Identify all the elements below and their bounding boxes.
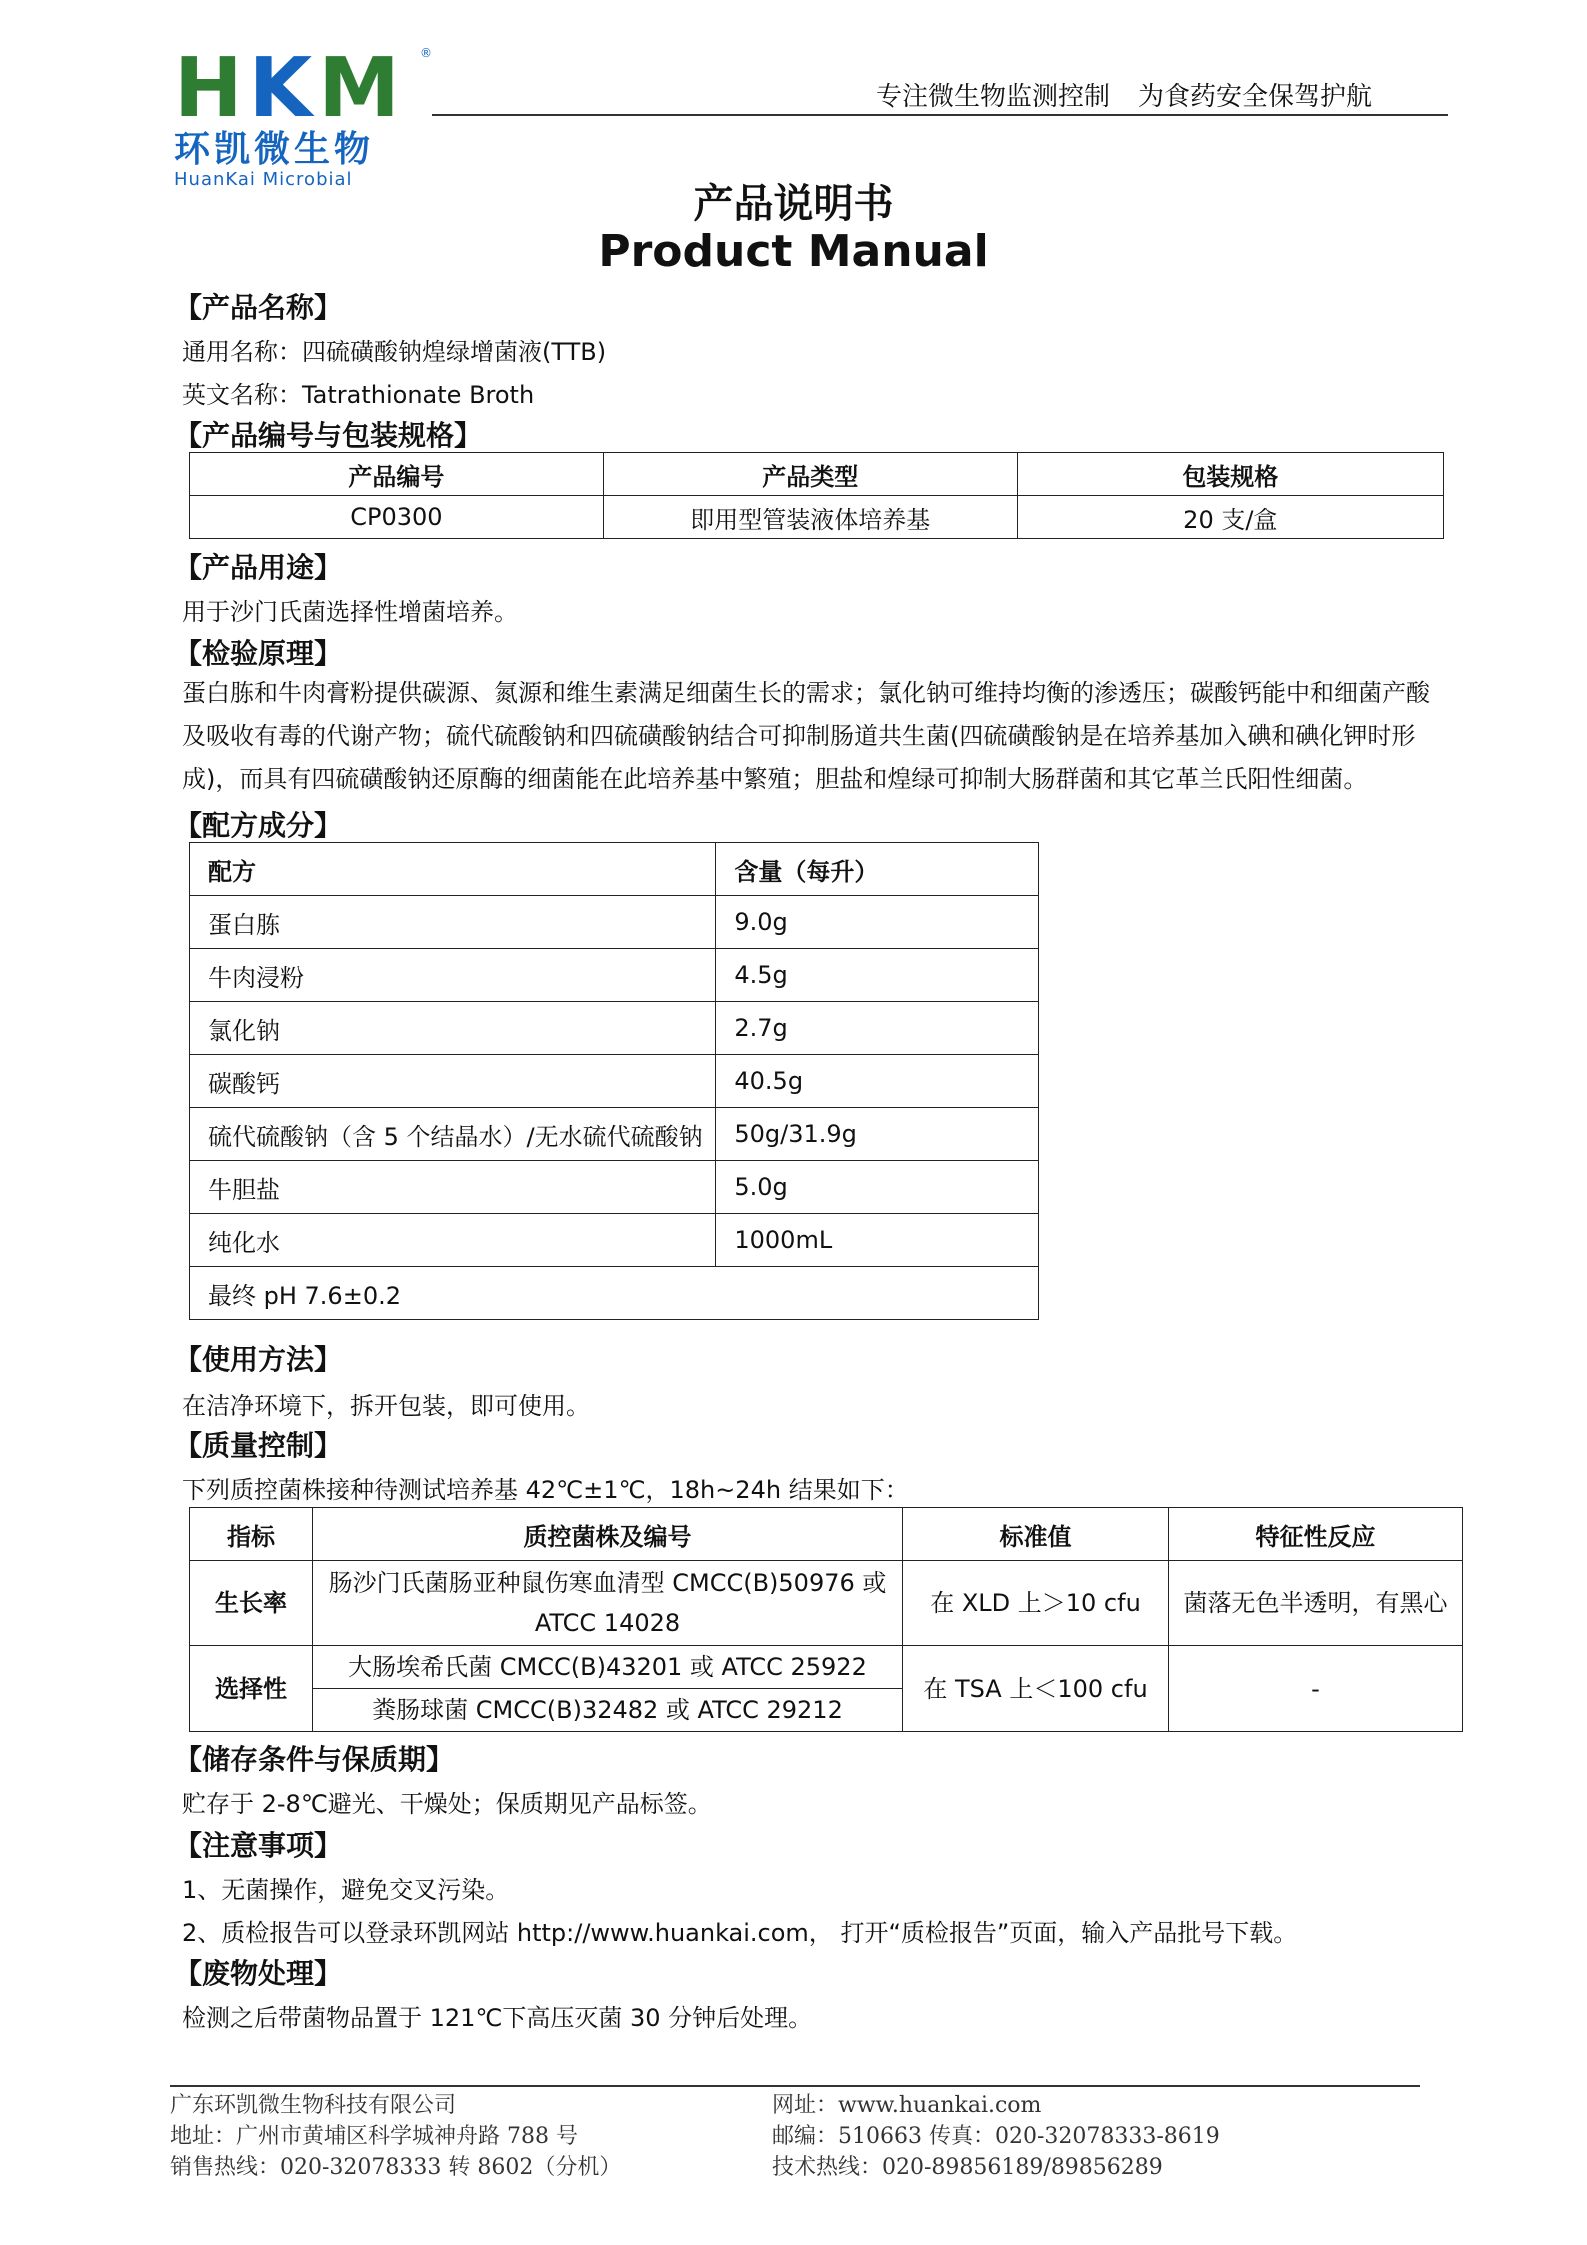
column-header: 含量（每升） xyxy=(716,843,1039,896)
column-header: 配方 xyxy=(190,843,716,896)
table-header-row xyxy=(190,1508,1463,1561)
table-row xyxy=(190,1646,1463,1689)
amount: 2.7g xyxy=(716,1002,1039,1055)
growth-strain-line-1: 肠沙门氏菌肠亚种鼠伤寒血清型 CMCC(B)50976 或 xyxy=(328,1569,887,1597)
storage-text: 贮存于 2-8℃避光、干燥处；保质期见产品标签。 xyxy=(182,1790,712,1818)
column-header: 质控菌株及编号 xyxy=(313,1508,903,1561)
footer-right xyxy=(772,2090,1220,2183)
table-row xyxy=(190,896,1039,949)
section-title-waste: 【废物处理】 xyxy=(174,1957,343,1990)
document-title-en: Product Manual xyxy=(598,226,989,277)
column-header: 包装规格 xyxy=(1017,453,1443,496)
selectivity-reaction: - xyxy=(1169,1646,1463,1732)
logo-chinese-name: 环凯微生物 xyxy=(174,129,375,170)
slogan-part-2: 为食药安全保驾护航 xyxy=(1138,82,1373,112)
amount: 9.0g xyxy=(716,896,1039,949)
principle-line: 及吸收有毒的代谢产物；硫代硫酸钠和四硫磺酸钠结合可抑制肠道共生菌(四硫磺酸钠是在培养基加入碘和碘化钾时形 xyxy=(182,722,1416,750)
method-text: 在洁净环境下，拆开包装，即可使用。 xyxy=(182,1392,590,1420)
ingredient: 牛胆盐 xyxy=(190,1161,716,1214)
section-title-principle: 【检验原理】 xyxy=(174,637,343,670)
column-header: 产品类型 xyxy=(603,453,1017,496)
principle-paragraph xyxy=(182,672,1452,801)
section-title-spec: 【产品编号与包装规格】 xyxy=(174,419,483,452)
table-row xyxy=(190,1161,1039,1214)
table-row xyxy=(190,1267,1039,1320)
section-title-qc: 【质量控制】 xyxy=(174,1429,343,1462)
table-row xyxy=(190,1002,1039,1055)
ingredient: 牛肉浸粉 xyxy=(190,949,716,1002)
spec-table xyxy=(189,452,1444,539)
product-type: 即用型管装液体培养基 xyxy=(603,496,1017,539)
column-header: 产品编号 xyxy=(190,453,604,496)
ingredient: 碳酸钙 xyxy=(190,1055,716,1108)
package-spec: 20 支/盒 xyxy=(1017,496,1443,539)
growth-standard: 在 XLD 上＞10 cfu xyxy=(903,1561,1169,1646)
footer-postcode-fax: 邮编：510663 传真：020-32078333-8619 xyxy=(772,2124,1220,2149)
amount: 5.0g xyxy=(716,1161,1039,1214)
table-row xyxy=(190,1561,1463,1646)
company-logo xyxy=(174,41,434,190)
amount: 4.5g xyxy=(716,949,1039,1002)
growth-strain xyxy=(313,1561,903,1646)
table-row xyxy=(190,496,1444,539)
principle-line: 蛋白胨和牛肉膏粉提供碳源、氮源和维生素满足细菌生长的需求；氯化钠可维持均衡的渗透压；碳酸钙能中和细菌产酸 xyxy=(182,679,1430,707)
english-name: 英文名称：Tatrathionate Broth xyxy=(182,381,535,409)
ingredient: 硫代硫酸钠（含 5 个结晶水）/无水硫代硫酸钠 xyxy=(190,1108,716,1161)
note-item: 1、无菌操作，避免交叉污染。 xyxy=(182,1876,510,1904)
logo-english-name: HuanKai Microbial xyxy=(174,169,353,190)
footer-left xyxy=(170,2090,621,2183)
final-ph: 最终 pH 7.6±0.2 xyxy=(190,1267,1039,1320)
section-title-storage: 【储存条件与保质期】 xyxy=(174,1743,455,1776)
qc-intro: 下列质控菌株接种待测试培养基 42℃±1℃，18h~24h 结果如下： xyxy=(182,1476,909,1504)
amount: 40.5g xyxy=(716,1055,1039,1108)
table-row xyxy=(190,1055,1039,1108)
principle-line: 成)，而具有四硫磺酸钠还原酶的细菌能在此培养基中繁殖；胆盐和煌绿可抑制大肠群菌和其它革兰氏阳性细菌。 xyxy=(182,765,1368,793)
column-header: 特征性反应 xyxy=(1169,1508,1463,1561)
ingredient: 纯化水 xyxy=(190,1214,716,1267)
footer-sales-hotline: 销售热线：020-32078333 转 8602（分机） xyxy=(170,2155,622,2180)
footer-divider xyxy=(170,2085,1420,2087)
footer-website: 网址：www.huankai.com xyxy=(772,2093,1042,2118)
section-title-notes: 【注意事项】 xyxy=(174,1829,343,1862)
use-text: 用于沙门氏菌选择性增菌培养。 xyxy=(182,598,518,626)
recipe-table xyxy=(189,842,1039,1320)
table-header-row xyxy=(190,453,1444,496)
footer-address: 地址：广州市黄埔区科学城神舟路 788 号 xyxy=(170,2124,578,2149)
header-slogan xyxy=(876,76,1372,113)
slogan-part-1: 专注微生物监测控制 xyxy=(876,82,1111,112)
column-header: 指标 xyxy=(190,1508,313,1561)
ingredient: 蛋白胨 xyxy=(190,896,716,949)
section-title-recipe: 【配方成分】 xyxy=(174,809,343,842)
registered-mark: ® xyxy=(420,46,432,60)
amount: 50g/31.9g xyxy=(716,1108,1039,1161)
table-row xyxy=(190,1108,1039,1161)
selectivity-strain: 大肠埃希氏菌 CMCC(B)43201 或 ATCC 25922 xyxy=(313,1646,903,1689)
section-title-use: 【产品用途】 xyxy=(174,551,343,584)
waste-text: 检测之后带菌物品置于 121℃下高压灭菌 30 分钟后处理。 xyxy=(182,2004,813,2032)
table-header-row xyxy=(190,843,1039,896)
logo-mark: HKM xyxy=(174,41,406,136)
document-title-cn: 产品说明书 xyxy=(693,181,894,227)
selectivity-strain: 粪肠球菌 CMCC(B)32482 或 ATCC 29212 xyxy=(313,1689,903,1732)
indicator-selectivity: 选择性 xyxy=(190,1646,313,1732)
table-row xyxy=(190,1214,1039,1267)
growth-reaction: 菌落无色半透明，有黑心 xyxy=(1169,1561,1463,1646)
footer-tech-hotline: 技术热线：020-89856189/89856289 xyxy=(772,2155,1163,2180)
common-name: 通用名称：四硫磺酸钠煌绿增菌液(TTB) xyxy=(182,338,607,366)
ingredient: 氯化钠 xyxy=(190,1002,716,1055)
footer-company: 广东环凯微生物科技有限公司 xyxy=(170,2093,457,2118)
column-header: 标准值 xyxy=(903,1508,1169,1561)
indicator-growth: 生长率 xyxy=(190,1561,313,1646)
growth-strain-line-2: ATCC 14028 xyxy=(534,1609,681,1637)
product-code: CP0300 xyxy=(190,496,604,539)
amount: 1000mL xyxy=(716,1214,1039,1267)
header-divider xyxy=(432,114,1448,116)
qc-table xyxy=(189,1507,1463,1732)
table-row xyxy=(190,949,1039,1002)
note-item: 2、质检报告可以登录环凯网站 http://www.huankai.com， 打开“质检报告”页面，输入产品批号下载。 xyxy=(182,1919,1298,1947)
section-title-product-name: 【产品名称】 xyxy=(174,291,343,324)
selectivity-standard: 在 TSA 上＜100 cfu xyxy=(903,1646,1169,1732)
section-title-method: 【使用方法】 xyxy=(174,1343,343,1376)
